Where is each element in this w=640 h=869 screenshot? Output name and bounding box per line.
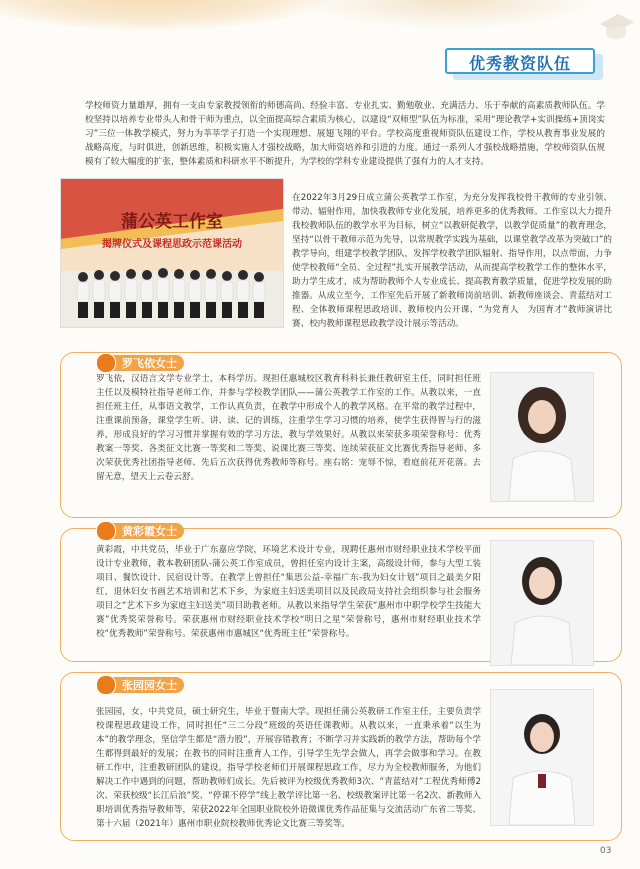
flower-icon bbox=[96, 521, 116, 541]
teacher-name-tag bbox=[96, 353, 186, 371]
flower-icon bbox=[96, 675, 116, 695]
teacher-name: 罗飞依女士 bbox=[122, 357, 177, 370]
teacher-portrait bbox=[490, 540, 594, 666]
studio-group-photo bbox=[60, 178, 284, 328]
teacher-name-tag bbox=[96, 521, 186, 539]
teacher-bio: 张园园，女，中共党员，硕士研究生，毕业于暨南大学。现担任蒲公英教研工作室主任，主要负责学校课程思政建设工作，同时担任“三二分段”班级的英语任课教师。从教以来，一直秉承着“以生为本”的教学理念，坚信学生都是“潜力股”，开展容错教育；不断学习并实践新的教学方法，帮助每个学生都得到最好的发展；在教书的同时注重育人工作，引导学生先学会做人，再学会做事和学习。在教研工作中，注重教研团队的建设，指导学校老师们开展课程思政工作，尽力为全校教师服务，为他们解决工作中遇到的问题，帮助教师们成长。先后被评为校级优秀教师3次、“青蓝结对”工程优秀师傅2次、荣获校级“长江后浪”奖、“停课不停学”线上教学评比第一名、校级教案评比第一名2次、新教师入职培训优秀指导教师等，荣获2022年全国职业院校外语微课优秀作品征集与交流活动广东省二等奖、第十六届（2021年）惠州市职业院校教师优秀论文比赛三等奖等。 bbox=[96, 707, 481, 829]
studio-paragraph: 在2022年3月29日成立蒲公英教学工作室，为充分发挥我校骨干教师的专业引领、带动、辐射作用，加快我教师专业化发展，培养更多的优秀教师。工作室以大力提升我校教师队伍的教学水平为目标，树立“以教研促教学，以教学促质量”的教育理念，坚持“以骨干教师示范为先导，以常规教学实践为基础，以课堂教学改革为突破口”的教学导向，组建学校教学团队，发挥学校教学团队辐射、指导作用，以点带面，力争使学校教师“全员、全过程”扎实开展教学活动，从而提高学校教学工作的整体水平，助力学生成才，成为帮助教师个人专业成长、提高教育教学质量，促进学校发展的助推器。从成立至今，工作室先后开展了新教师岗前培训、新教师座谈会、青蓝结对工程、全体教师课程思政培训、教师校内公开课、“为党育人 为国育才”教师演讲比赛、校内教师课程思政教学设计展示等活动。 bbox=[292, 193, 612, 329]
photo-banner-title: 蒲公英工作室 bbox=[121, 212, 223, 232]
teacher-bio: 罗飞依，汉语言文学专业学士，本科学历。现担任惠城校区教育科科长兼任教研室主任，同时担任班主任以及模特社指导老师工作，并参与学校教学团队——蒲公英教学工作室的工作。从教以来，一直担任班主任，从事语文教学，工作认真负责，在教学中形成个人的教学风格。在平常的教学过程中，注重课前预备，课堂学生听、讲、读、记的训练，注重学生学习习惯的培养，使学生获得智与行的滋养，形成良好的学习习惯并掌握有效的学习方法，教与学效果好。从教以来荣获多项荣誉称号：优秀教案一等奖、各类征文比赛一等奖和二等奖、说课比赛三等奖、连续荣获征文比赛优秀指导老师、多次荣获优秀社团指导老师、先后五次获得优秀教师等称号。座右铭：宠辱不惊，看庭前花开花落。去留无意，望天上云卷云舒。 bbox=[96, 374, 481, 482]
teacher-portrait bbox=[490, 372, 594, 502]
teacher-name: 黄彩霞女士 bbox=[122, 525, 177, 538]
intro-paragraph: 学校师资力量雄厚，拥有一支由专家教授领衔的师德高尚、经验丰富、专业扎实、勤勉敬业、充满活力、乐于奉献的高素质教师队伍。学校坚持以培养专业带头人和骨干师为重点，以全面提高综合素质为核心，以建设“双师型”队伍为标准，采用“理论教学+实训操练+顶岗实习”三位一体教学模式，努力为莘莘学子打造一个实现理想、展翅飞翔的平台。学校高度重视师资队伍建设工作，学校从教育事业发展的战略高度，与时俱进，创新思维，积极实施人才强校战略，加大师资培养和引进的力度。通过一系列人才强校战略措施，学校师资队伍规模有了较大幅度的扩张，整体素质和科研水平不断提升，为学校的学科专业建设提供了强有力的人才支持。 bbox=[85, 101, 605, 167]
teacher-portrait bbox=[490, 689, 594, 826]
photo-banner-subtitle: 揭牌仪式及课程思政示范课活动 bbox=[102, 239, 242, 250]
flower-icon bbox=[96, 353, 116, 373]
page-number: 03 bbox=[600, 846, 612, 856]
page-title: 优秀教资队伍 bbox=[468, 54, 571, 73]
section-title-badge bbox=[445, 48, 595, 74]
teacher-name: 张园园女士 bbox=[122, 679, 177, 692]
teacher-bio: 黄彩霞，中共党员，毕业于广东嘉应学院，环境艺术设计专业，现聘任惠州市财经职业技术学校平面设计专业教师，教本教研团队-蒲公英工作室成员，曾担任室内设计主案，高级设计师，参与大型工装项目、餐饮设计、民宿设计等。在教学上曾担任“集思公益-幸福广东-我为妇女计划”项目之最美夕阳红，退休妇女书画艺术培训和艺术下乡，为家庭主妇送美项目以及民政局支持社会组织参与社会服务项目之“艺术下乡为家庭主妇送美”项目助教老师。从教以来指导学生荣获“惠州市中职学校学生技能大赛”优秀奖荣誉称号。荣获惠州市财经职业技术学校“明日之星”荣誉称号，惠州市财经职业技术学校“优秀教师”荣誉称号。荣获惠州市惠城区“优秀班主任”荣誉称号。 bbox=[96, 545, 481, 639]
teacher-name-tag bbox=[96, 675, 186, 693]
graduation-cap-icon bbox=[596, 6, 636, 46]
header-decoration bbox=[0, 0, 640, 40]
